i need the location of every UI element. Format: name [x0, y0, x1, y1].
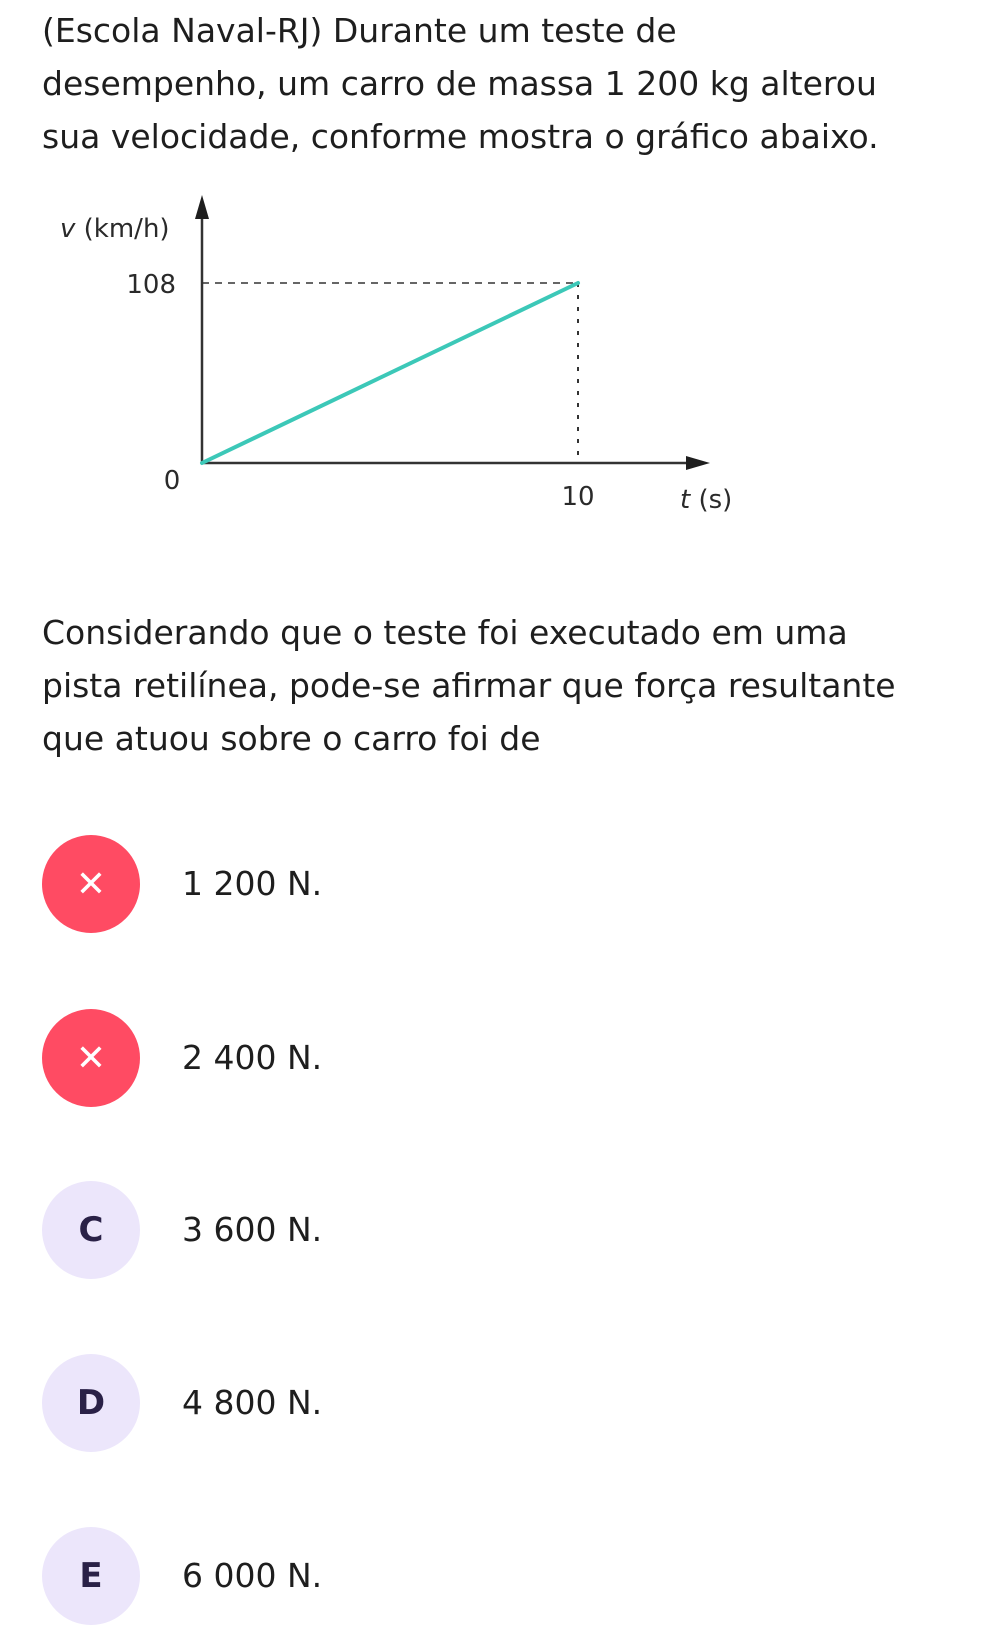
- option-letter-badge: E: [42, 1527, 140, 1625]
- option-letter-badge: D: [42, 1354, 140, 1452]
- y-axis-arrow-icon: [195, 195, 209, 219]
- question-body-line: Considerando que o teste foi executado em uma: [42, 613, 848, 652]
- origin-tick-label: 0: [163, 466, 181, 496]
- option-b[interactable]: [42, 1009, 642, 1109]
- option-d[interactable]: [42, 1354, 642, 1454]
- option-text: 6 000 N.: [182, 1556, 323, 1595]
- option-text: 4 800 N.: [182, 1383, 323, 1422]
- x-axis-label: [680, 485, 732, 515]
- option-text: 3 600 N.: [182, 1210, 323, 1249]
- x-axis-variable: t: [680, 485, 691, 515]
- velocity-time-chart: [40, 190, 800, 550]
- question-intro-line: (Escola Naval-RJ) Durante um teste de: [42, 11, 677, 50]
- y-axis-unit: (km/h): [75, 214, 170, 244]
- y-axis-variable: v: [60, 214, 76, 244]
- question-body-line: pista retilínea, pode-se afirmar que força resultante: [42, 666, 896, 705]
- option-text: 2 400 N.: [182, 1038, 323, 1077]
- option-e[interactable]: [42, 1527, 642, 1627]
- wrong-mark-icon: ✕: [42, 835, 140, 933]
- question-intro-line: desempenho, um carro de massa 1 200 kg alterou: [42, 64, 877, 103]
- question-intro: [42, 4, 942, 163]
- option-a[interactable]: [42, 835, 642, 935]
- chart-labels: [60, 214, 732, 515]
- velocity-line: [202, 283, 578, 463]
- x-axis-unit: (s): [690, 485, 733, 515]
- question-intro-line: sua velocidade, conforme mostra o gráfico abaixo.: [42, 117, 879, 156]
- question-body-line: que atuou sobre o carro foi de: [42, 719, 541, 758]
- x-axis-arrow-icon: [686, 456, 710, 470]
- wrong-mark-icon: ✕: [42, 1009, 140, 1107]
- option-letter-badge: C: [42, 1181, 140, 1279]
- x-tick-label: 10: [561, 482, 595, 512]
- question-body: [42, 606, 942, 765]
- y-tick-label: 108: [126, 270, 176, 300]
- chart-series: [202, 283, 578, 463]
- y-axis-label: [60, 214, 170, 244]
- option-text: 1 200 N.: [182, 864, 323, 903]
- option-c[interactable]: [42, 1181, 642, 1281]
- velocity-time-graph: [40, 190, 800, 550]
